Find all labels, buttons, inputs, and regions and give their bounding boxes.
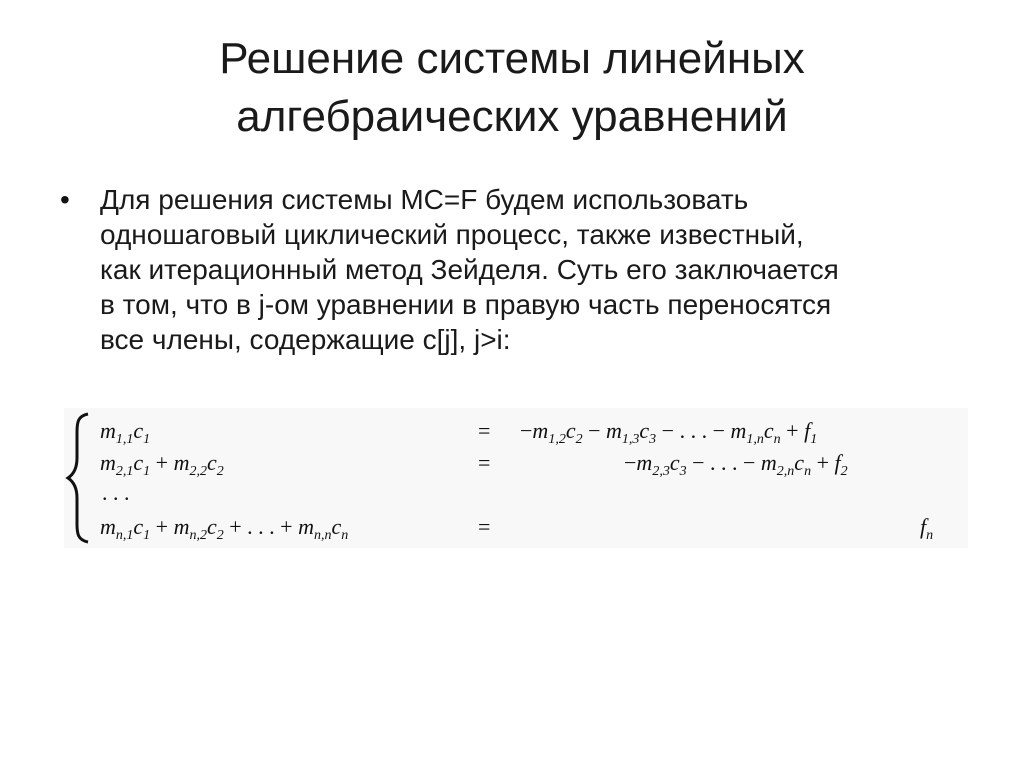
bullet-line-2: одношаговый циклический процесс, также известный,: [100, 219, 804, 250]
equation-image: [64, 408, 968, 548]
bullet-line-4: в том, что в j-ом уравнении в правую часть переносятся: [100, 289, 832, 320]
bullet-marker: •: [60, 184, 70, 215]
row2-lhs: $m_{2,1}c_1 + m_{2,2}c_2$: [100, 450, 224, 479]
bullet-line-1: Для решения системы MC=F будем использовать: [100, 184, 749, 215]
row4-eq: =: [478, 514, 491, 539]
bullet-list: [60, 182, 960, 357]
bullet-line-3: как итерационный метод Зейделя. Суть его заключается: [100, 254, 839, 285]
row3-ellipsis: . . .: [102, 480, 130, 505]
row4-lhs: $m_{n,1}c_1 + m_{n,2}c_2$ + . . . + $m_{n,n}c_n$: [100, 514, 349, 543]
title-line-1: Решение системы линейных: [219, 34, 805, 83]
row1-rhs: $-m_{1,2}c_2 - m_{1,3}c_3$ − . . . − $m_{1,n}c_n + f_1$: [520, 418, 818, 447]
row4-rhs: $f_n$: [920, 514, 934, 543]
title-line-2: алгебраических уравнений: [236, 92, 788, 141]
slide-title: [0, 30, 1024, 146]
row2-rhs: $-m_{2,3}c_3$ − . . . − $m_{2,n}c_n + f_2$: [624, 450, 848, 479]
left-brace-icon: [68, 414, 88, 542]
equation-system: [64, 408, 968, 548]
bullet-item: [60, 182, 960, 357]
bullet-line-5: все члены, содержащие c[j], j>i:: [100, 324, 511, 355]
row2-eq: =: [478, 450, 491, 475]
row1-lhs: $m_{1,1}c_1$: [100, 418, 151, 447]
row1-eq: =: [478, 418, 491, 443]
